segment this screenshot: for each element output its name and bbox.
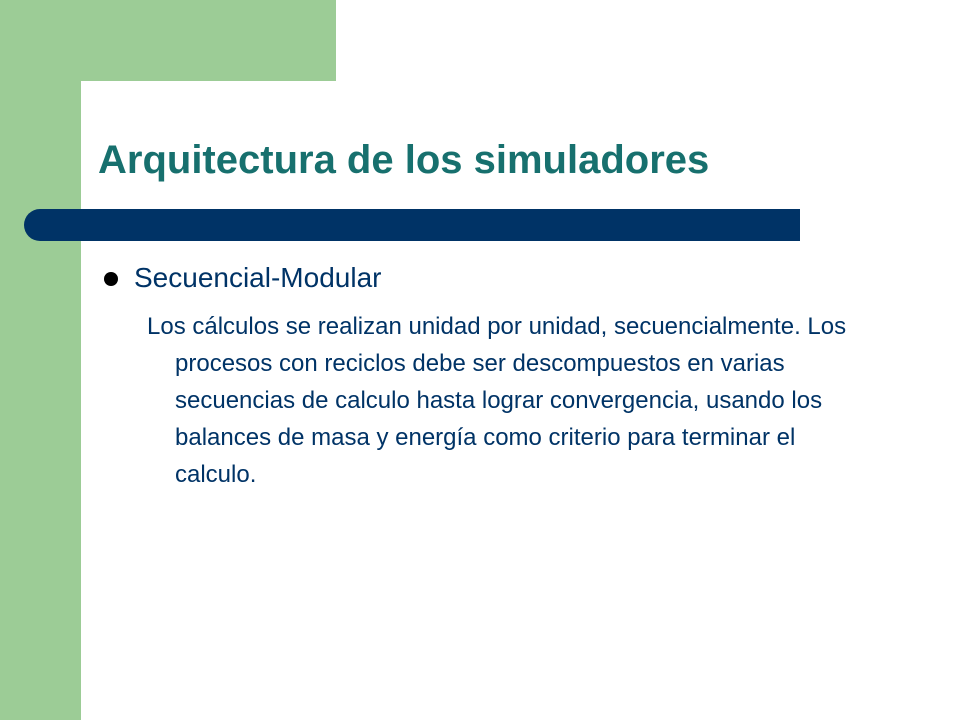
bullet-body-text: Los cálculos se realizan unidad por unidad, secuencialmente. Los procesos con reciclos debe ser descompuestos en varias secuencias de calculo hasta lograr convergencia, usando los balances de masa y energía como criterio para terminar el calculo.	[147, 313, 847, 488]
title-underline-bar	[24, 209, 800, 241]
slide-title: Arquitectura de los simuladores	[98, 138, 710, 182]
green-side-band-left	[0, 0, 81, 720]
bullet-dot-icon	[104, 272, 118, 286]
bullet-item	[104, 258, 381, 298]
bullet-label: Secuencial-Modular	[134, 262, 382, 293]
